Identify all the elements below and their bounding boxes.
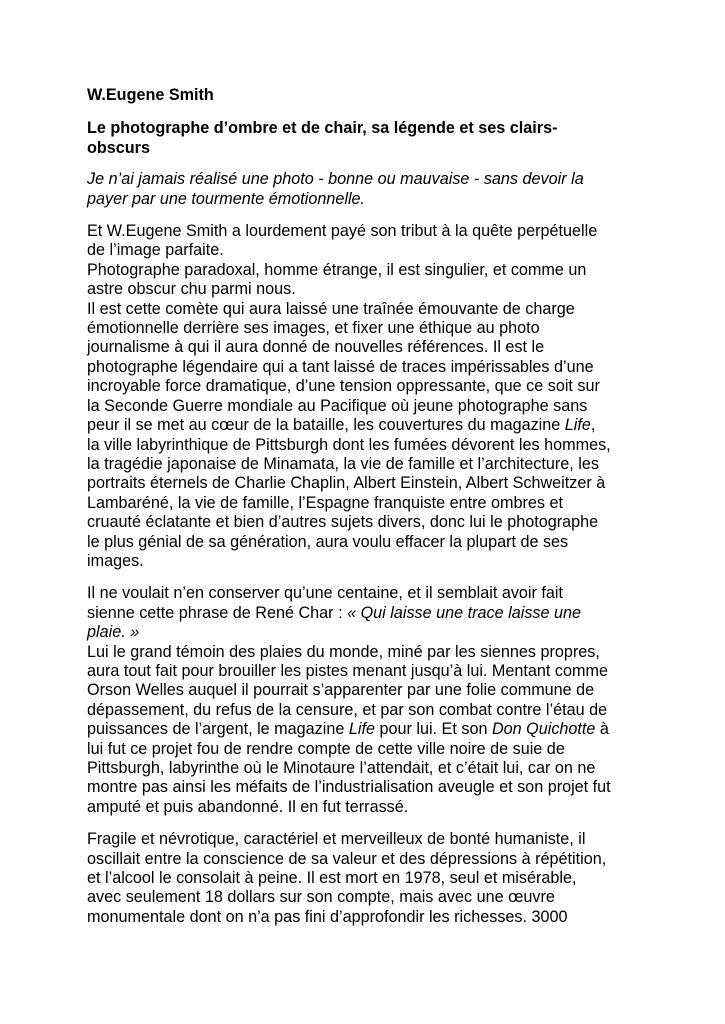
paragraph-line: avec seulement 18 dollars sur son compte, mais avec une œuvre: [87, 888, 555, 907]
paragraph-line: dépassement, du refus de la censure, et par son combat contre l’étau de: [87, 700, 608, 719]
paragraph-line: monumentale dont on n’a pas fini d’approfondir les richesses. 3000: [87, 907, 568, 926]
paragraph-line: Pittsburgh, labyrinthe où le Minotaure l’attendait, et c’était lui, car on ne: [87, 759, 596, 777]
emphasis-text: « Qui laisse une trace laisse une: [347, 603, 582, 622]
paragraph-line: aura tout fait pour brouiller les pistes menant jusqu’à lui. Mentant comme: [87, 661, 608, 680]
paragraph-line: amputé et puis abandonné. Il en fut terrassé.: [87, 797, 409, 816]
paragraph-line: astre obscur chu parmi nous.: [87, 280, 296, 299]
line-segment: à: [595, 720, 609, 739]
document-page: [87, 86, 647, 940]
emphasis-text: Life: [348, 720, 375, 739]
subtitle-line: Le photographe d’ombre et de chair, sa légende et ses clairs-: [87, 119, 558, 138]
epigraph-line: Je n’ai jamais réalisé une photo - bonne ou mauvaise - sans devoir la: [87, 170, 584, 189]
paragraph-line: Orson Welles auquel il pourrait s’apparenter par une folie commune de: [87, 681, 595, 700]
line-segment: ,: [590, 416, 596, 435]
paragraph-line: journalisme à qui il aura donné de nouvelles références. Il est le: [87, 338, 545, 357]
body-paragraph-3: [87, 830, 647, 927]
epigraph-quote: [87, 170, 647, 209]
paragraph-line: Fragile et névrotique, caractériel et merveilleux de bonté humaniste, il: [87, 830, 586, 849]
paragraph-line: Lambaréné, la vie de famille, l’Espagne franquiste entre ombres et: [87, 493, 563, 512]
paragraph-line: émotionnelle derrière ses images, et fixer une éthique au photo: [87, 319, 540, 338]
epigraph-line: payer par une tourmente émotionnelle.: [87, 189, 366, 208]
paragraph-line: et l’alcool le consolait à peine. Il est mort en 1978, seul et misérable,: [87, 869, 577, 888]
subtitle-line: obscurs: [87, 138, 150, 157]
paragraph-line: photographe légendaire qui a tant laissé de traces impérissables d’une: [87, 357, 594, 376]
line-segment: pour lui. Et son: [374, 720, 492, 739]
paragraph-line: montre pas ainsi les méfaits de l’industrialisation aveugle et son projet fut: [87, 778, 611, 797]
paragraph-line: le plus génial de sa génération, aura voulu effacer la plupart de ses: [87, 532, 569, 551]
paragraph-line: Photographe paradoxal, homme étrange, il est singulier, et comme un: [87, 260, 587, 279]
emphasis-text: Don Quichotte: [491, 720, 596, 739]
paragraph-line: [87, 416, 647, 435]
paragraph-line: cruauté éclatante et bien d’autres sujets divers, donc lui le photographe: [87, 513, 599, 532]
paragraph-line: Il est cette comète qui aura laissé une traînée émouvante de charge: [87, 299, 575, 318]
line-segment: sienne cette phrase de René Char :: [87, 603, 348, 622]
emphasis-text: plaie. »: [87, 623, 140, 642]
paragraph-line: de l’image parfaite.: [87, 241, 224, 260]
paragraph-line: images.: [87, 551, 144, 570]
paragraph-line: la ville labyrinthique de Pittsburgh dont les fumées dévorent les hommes,: [87, 435, 611, 454]
paragraph-line: [87, 720, 647, 739]
paragraph-line: incroyable force dramatique, d’une tension oppressante, que ce soit sur: [87, 377, 600, 396]
line-segment: puissances de l’argent, le magazine: [87, 720, 349, 739]
body-paragraph-2: [87, 584, 647, 817]
paragraph-line: Il ne voulait n’en conserver qu’une centaine, et il semblait avoir fait: [87, 584, 563, 603]
line-segment: peur il se met au cœur de la bataille, les couvertures du magazine: [87, 416, 565, 435]
paragraph-line: Lui le grand témoin des plaies du monde, miné par les siennes propres,: [87, 642, 600, 661]
emphasis-text: Life: [564, 416, 591, 435]
paragraph-line: lui fut ce projet fou de rendre compte de cette ville noire de suie de: [87, 739, 565, 758]
document-title: W.Eugene Smith: [87, 86, 214, 104]
paragraph-line: Et W.Eugene Smith a lourdement payé son tribut à la quête perpétuelle: [87, 222, 598, 241]
body-paragraph-1: [87, 222, 647, 571]
paragraph-line: [87, 604, 647, 623]
paragraph-line: portraits éternels de Charlie Chaplin, Albert Einstein, Albert Schweitzer à: [87, 474, 606, 493]
paragraph-line: oscillait entre la conscience de sa valeur et des dépressions à répétition,: [87, 849, 607, 868]
document-subtitle: [87, 119, 647, 158]
paragraph-line: la tragédie japonaise de Minamata, la vie de famille et l’architecture, les: [87, 454, 599, 473]
paragraph-line: [87, 623, 647, 642]
paragraph-line: la Seconde Guerre mondiale au Pacifique où jeune photographe sans: [87, 396, 588, 415]
